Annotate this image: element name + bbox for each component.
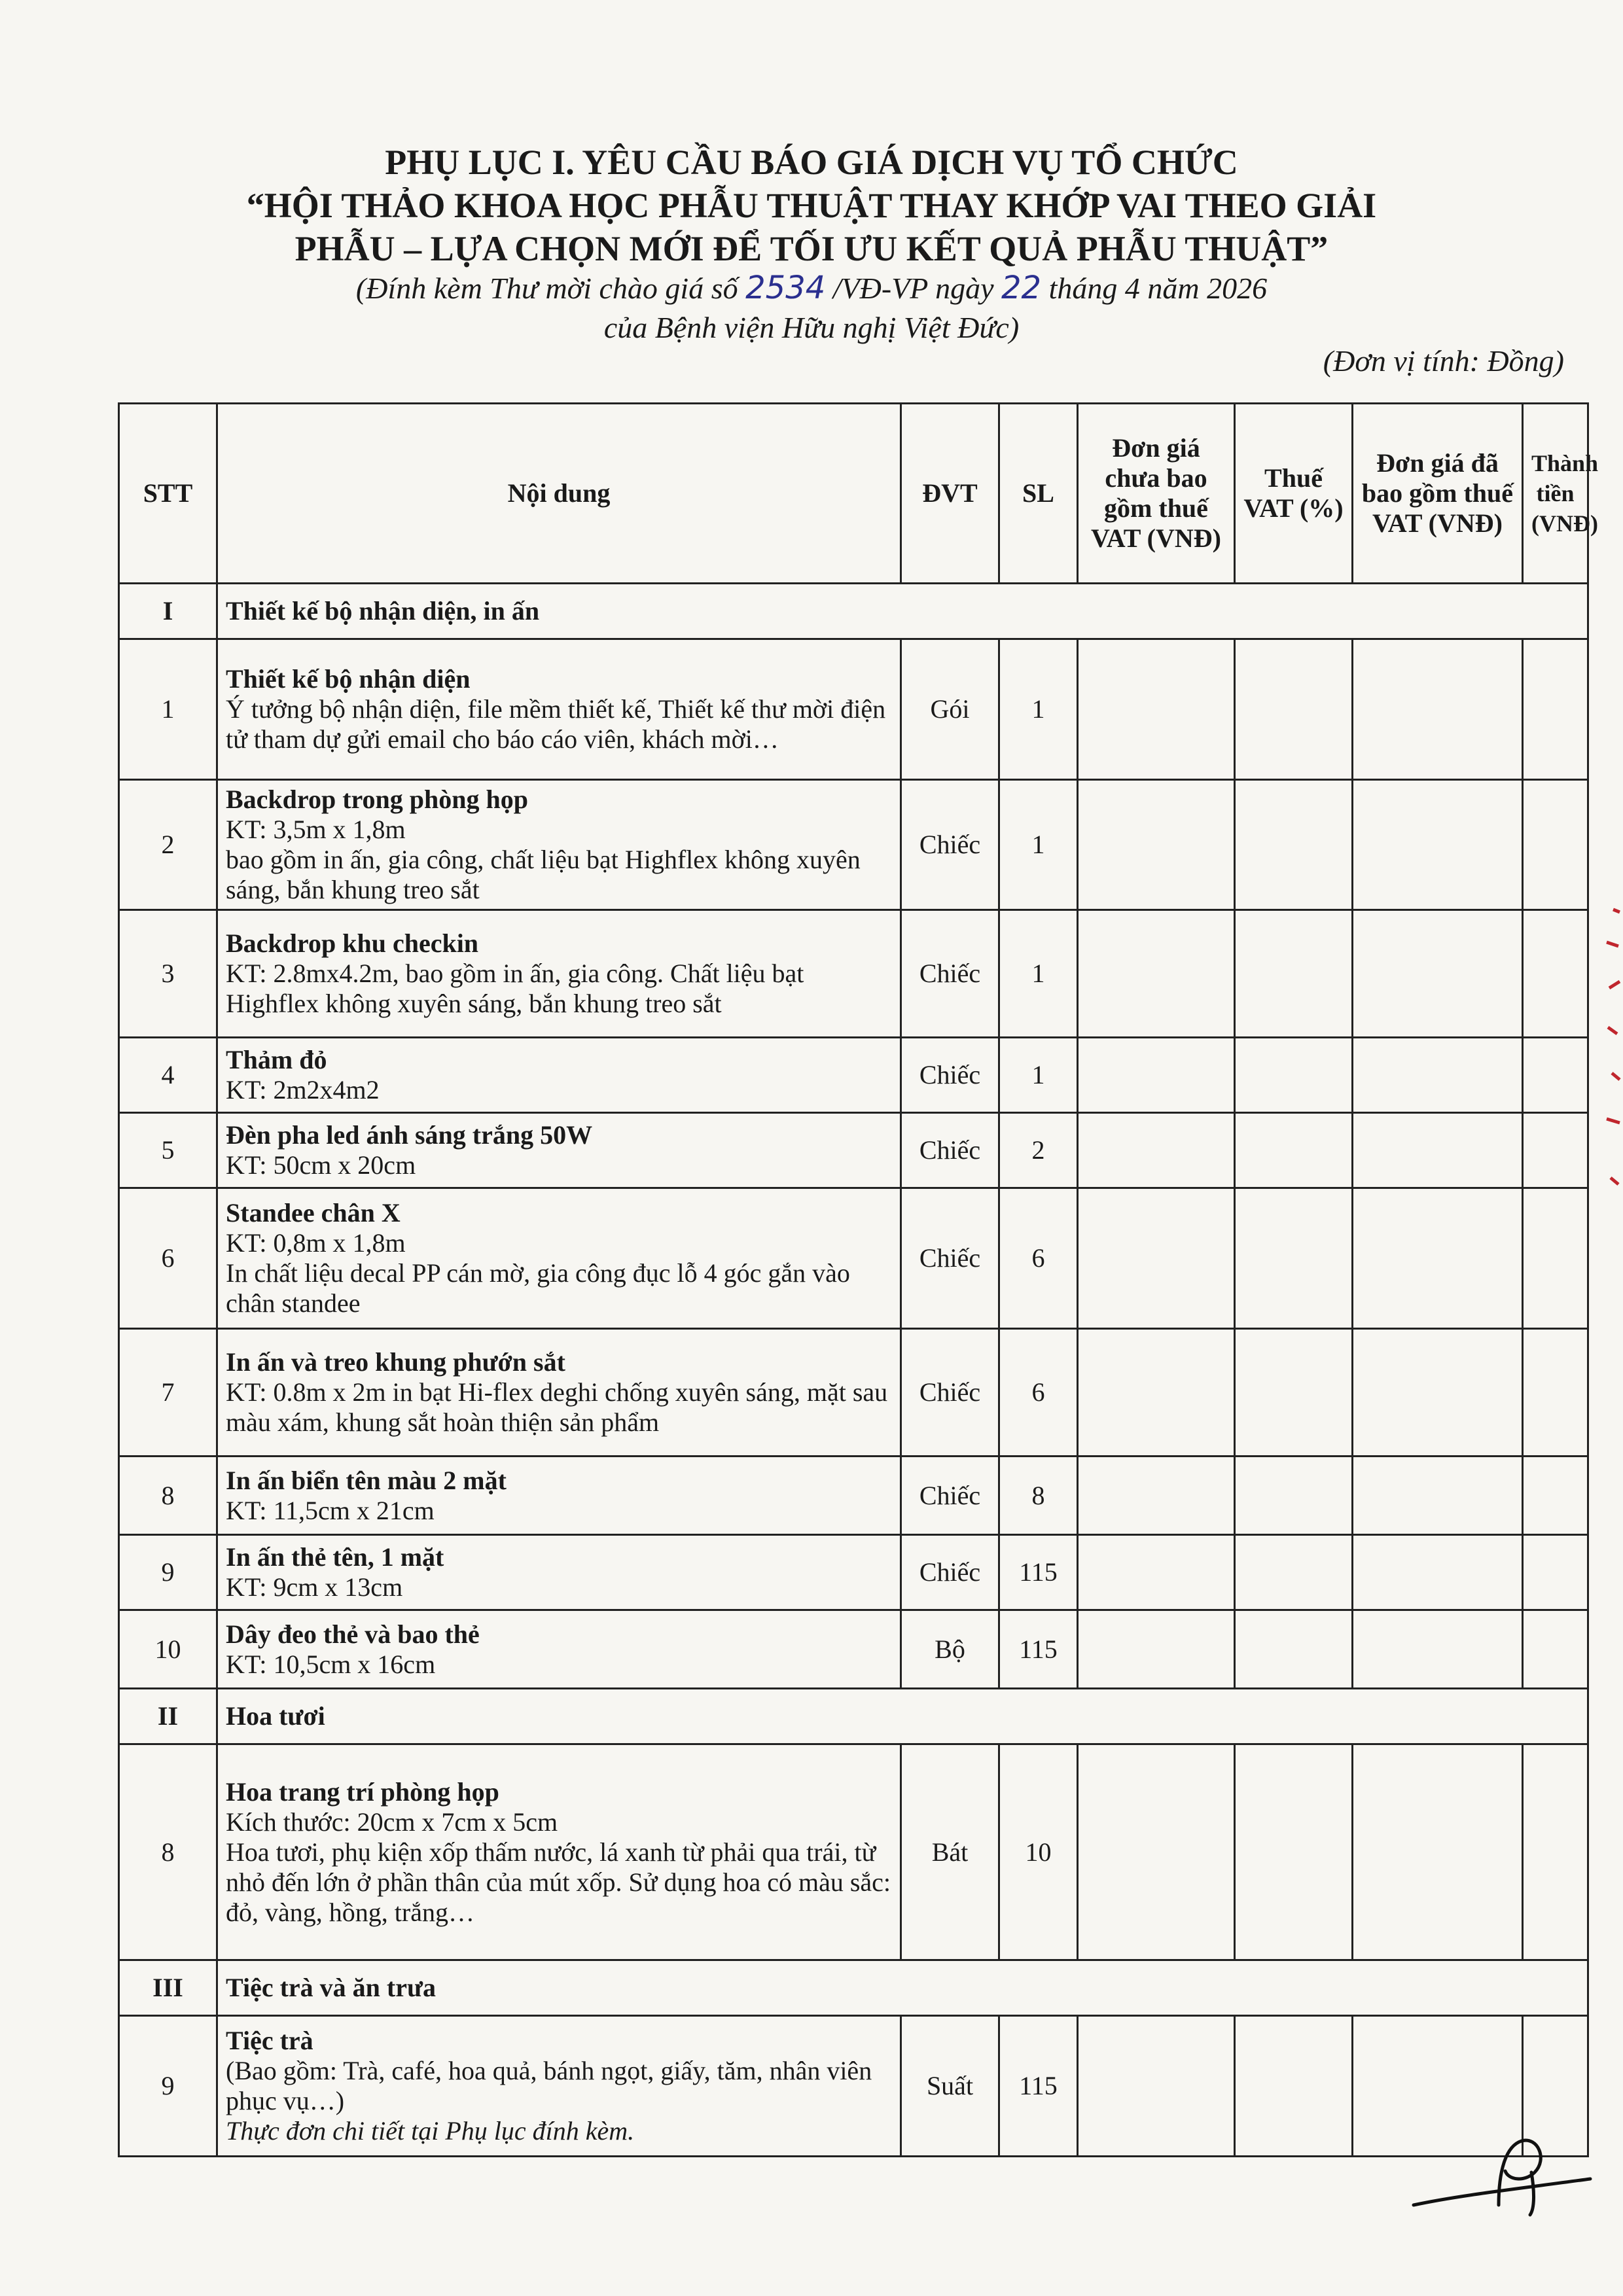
cell-vat[interactable] [1235, 639, 1353, 780]
cell-vat[interactable] [1235, 1535, 1353, 1610]
cell-vat[interactable] [1235, 1113, 1353, 1188]
cell-total[interactable] [1523, 1329, 1588, 1457]
cell-total[interactable] [1523, 1113, 1588, 1188]
subtitle-suffix: tháng 4 năm 2026 [1048, 272, 1268, 305]
table-row [119, 2016, 1588, 2157]
table-row [119, 910, 1588, 1038]
row-content [217, 1610, 901, 1689]
cell-total[interactable] [1523, 1188, 1588, 1329]
row-unit: Bát [901, 1744, 999, 1960]
item-desc: KT: 50cm x 20cm [226, 1150, 416, 1180]
cell-price-pre-vat[interactable] [1078, 1038, 1235, 1113]
row-qty: 1 [999, 780, 1078, 910]
section-row [119, 584, 1588, 639]
section-stt: II [119, 1689, 217, 1744]
row-unit: Chiếc [901, 1457, 999, 1535]
document-subtitle [196, 268, 1427, 347]
row-stt: 9 [119, 2016, 217, 2157]
cell-total[interactable] [1523, 910, 1588, 1038]
title-line-3: PHẪU – LỰA CHỌN MỚI ĐỂ TỐI ƯU KẾT QUẢ PHẪU THUẬT” [294, 229, 1329, 268]
col-header-unit: ĐVT [901, 404, 999, 584]
row-content [217, 780, 901, 910]
item-title: Đèn pha led ánh sáng trắng 50W [226, 1120, 593, 1150]
section-title: Tiệc trà và ăn trưa [217, 1960, 1588, 2016]
item-desc: Ý tưởng bộ nhận diện, file mềm thiết kế, Thiết kế thư mời điện tử tham dự gửi email cho báo cáo viên, khách mời… [226, 694, 886, 754]
col-header-content: Nội dung [217, 404, 901, 584]
row-qty: 1 [999, 1038, 1078, 1113]
cell-vat[interactable] [1235, 1610, 1353, 1689]
cell-price-with-vat[interactable] [1353, 1744, 1523, 1960]
item-note: Thực đơn chi tiết tại Phụ lục đính kèm. [226, 2116, 635, 2146]
row-qty: 1 [999, 639, 1078, 780]
item-title: Thiết kế bộ nhận diện [226, 664, 471, 694]
item-desc: KT: 0.8m x 2m in bạt Hi-flex deghi chống xuyên sáng, mặt sau màu xám, khung sắt hoàn thiện sản phẩm [226, 1377, 888, 1437]
row-unit: Chiếc [901, 1535, 999, 1610]
cell-price-pre-vat[interactable] [1078, 1457, 1235, 1535]
row-content [217, 1113, 901, 1188]
table-row [119, 1038, 1588, 1113]
cell-vat[interactable] [1235, 1188, 1353, 1329]
item-title: Backdrop trong phòng họp [226, 785, 529, 814]
row-unit: Chiếc [901, 1329, 999, 1457]
title-line-1: PHỤ LỤC I. YÊU CẦU BÁO GIÁ DỊCH VỤ TỔ CHỨC [385, 143, 1238, 182]
row-stt: 1 [119, 639, 217, 780]
letter-number-handwritten: 2534 [745, 270, 826, 306]
table-row [119, 1188, 1588, 1329]
subtitle-prefix: (Đính kèm Thư mời chào giá số [355, 272, 738, 305]
cell-vat[interactable] [1235, 780, 1353, 910]
cell-vat[interactable] [1235, 910, 1353, 1038]
col-header-price-with-vat: Đơn giá đã bao gồm thuế VAT (VNĐ) [1353, 404, 1523, 584]
table-row [119, 1457, 1588, 1535]
row-stt: 10 [119, 1610, 217, 1689]
title-line-2: “HỘI THẢO KHOA HỌC PHẪU THUẬT THAY KHỚP VAI THEO GIẢI [246, 186, 1377, 225]
cell-price-pre-vat[interactable] [1078, 1113, 1235, 1188]
cell-price-pre-vat[interactable] [1078, 1744, 1235, 1960]
section-title: Hoa tươi [217, 1689, 1588, 1744]
row-stt: 8 [119, 1457, 217, 1535]
cell-price-pre-vat[interactable] [1078, 639, 1235, 780]
table-row [119, 1610, 1588, 1689]
cell-total[interactable] [1523, 639, 1588, 780]
item-title: Hoa trang trí phòng họp [226, 1776, 499, 1807]
row-qty: 115 [999, 1535, 1078, 1610]
row-stt: 2 [119, 780, 217, 910]
subtitle-line-2: của Bệnh viện Hữu nghị Việt Đức) [603, 311, 1020, 344]
cell-price-with-vat[interactable] [1353, 780, 1523, 910]
cell-vat[interactable] [1235, 1457, 1353, 1535]
cell-price-pre-vat[interactable] [1078, 1188, 1235, 1329]
cell-price-with-vat[interactable] [1353, 1610, 1523, 1689]
table-header-row [119, 404, 1588, 584]
item-desc: KT: 11,5cm x 21cm [226, 1495, 435, 1525]
row-content [217, 1188, 901, 1329]
row-content [217, 910, 901, 1038]
row-content [217, 1038, 901, 1113]
cell-price-with-vat[interactable] [1353, 639, 1523, 780]
cell-price-pre-vat[interactable] [1078, 1610, 1235, 1689]
item-title: In ấn thẻ tên, 1 mặt [226, 1542, 444, 1572]
row-stt: 5 [119, 1113, 217, 1188]
cell-total[interactable] [1523, 1038, 1588, 1113]
row-content [217, 1457, 901, 1535]
row-qty: 10 [999, 1744, 1078, 1960]
cell-price-with-vat[interactable] [1353, 910, 1523, 1038]
item-title: Tiệc trà [226, 2026, 313, 2055]
cell-total[interactable] [1523, 1535, 1588, 1610]
row-qty: 115 [999, 2016, 1078, 2157]
row-content [217, 1329, 901, 1457]
cell-vat[interactable] [1235, 1329, 1353, 1457]
cell-vat[interactable] [1235, 1744, 1353, 1960]
table-row [119, 1535, 1588, 1610]
cell-vat[interactable] [1235, 2016, 1353, 2157]
cell-price-with-vat[interactable] [1353, 1457, 1523, 1535]
item-desc: KT: 2m2x4m2 [226, 1075, 380, 1104]
table-row [119, 1329, 1588, 1457]
item-title: Backdrop khu checkin [226, 928, 479, 958]
item-desc: KT: 2.8mx4.2m, bao gồm in ấn, gia công. Chất liệu bạt Highflex không xuyên sáng, bắn khung treo sắt [226, 959, 804, 1018]
cell-price-pre-vat[interactable] [1078, 910, 1235, 1038]
item-desc: KT: 10,5cm x 16cm [226, 1649, 436, 1679]
row-unit: Chiếc [901, 1113, 999, 1188]
item-title: In ấn biển tên màu 2 mặt [226, 1465, 507, 1495]
row-stt: 8 [119, 1744, 217, 1960]
cell-total[interactable] [1523, 1457, 1588, 1535]
row-content [217, 1535, 901, 1610]
section-row [119, 1960, 1588, 2016]
cell-price-pre-vat[interactable] [1078, 2016, 1235, 2157]
row-qty: 115 [999, 1610, 1078, 1689]
item-desc: (Bao gồm: Trà, café, hoa quả, bánh ngọt, giấy, tăm, nhân viên phục vụ…) [226, 2056, 872, 2115]
subtitle-mid: /VĐ-VP ngày [832, 272, 994, 305]
row-stt: 9 [119, 1535, 217, 1610]
cell-vat[interactable] [1235, 1038, 1353, 1113]
row-content [217, 639, 901, 780]
cell-total[interactable] [1523, 1610, 1588, 1689]
document-title [196, 141, 1427, 270]
cell-price-with-vat[interactable] [1353, 1535, 1523, 1610]
col-header-vat: Thuế VAT (%) [1235, 404, 1353, 584]
item-title: Dây đeo thẻ và bao thẻ [226, 1619, 480, 1649]
cell-price-with-vat[interactable] [1353, 1038, 1523, 1113]
section-stt: I [119, 584, 217, 639]
item-desc: KT: 3,5m x 1,8m bao gồm in ấn, gia công, chất liệu bạt Highflex không xuyên sáng, bắn khung treo sắt [226, 815, 861, 904]
row-stt: 6 [119, 1188, 217, 1329]
cell-price-with-vat[interactable] [1353, 1113, 1523, 1188]
quotation-table [118, 402, 1599, 2157]
row-unit: Chiếc [901, 910, 999, 1038]
subtitle-line-1 [196, 268, 1427, 308]
item-title: Thảm đỏ [226, 1045, 327, 1074]
row-content [217, 1744, 901, 1960]
signature-icon [1400, 2133, 1597, 2218]
row-qty: 6 [999, 1188, 1078, 1329]
col-header-price-pre-vat: Đơn giá chưa bao gồm thuế VAT (VNĐ) [1078, 404, 1235, 584]
cell-price-pre-vat[interactable] [1078, 1535, 1235, 1610]
item-desc: Kích thước: 20cm x 7cm x 5cm Hoa tươi, phụ kiện xốp thấm nước, lá xanh từ phải qua trái, từ nhỏ đến lớn ở phần thân của mút xốp. Sử dụng hoa có màu sắc: đỏ, vàng, hồng, trắng… [226, 1807, 891, 1927]
cell-price-with-vat[interactable] [1353, 1188, 1523, 1329]
col-header-qty: SL [999, 404, 1078, 584]
col-header-stt: STT [119, 404, 217, 584]
row-qty: 8 [999, 1457, 1078, 1535]
row-qty: 1 [999, 910, 1078, 1038]
table-row [119, 639, 1588, 780]
row-qty: 6 [999, 1329, 1078, 1457]
red-stamp-edge-icon [1600, 903, 1623, 1204]
row-unit: Suất [901, 2016, 999, 2157]
row-unit: Bộ [901, 1610, 999, 1689]
table-row [119, 780, 1588, 910]
item-desc: KT: 9cm x 13cm [226, 1572, 403, 1602]
table-row [119, 1744, 1588, 1960]
row-stt: 3 [119, 910, 217, 1038]
table-row [119, 1113, 1588, 1188]
item-desc: KT: 0,8m x 1,8m In chất liệu decal PP cán mờ, gia công đục lỗ 4 góc gắn vào chân standee [226, 1228, 850, 1318]
cell-price-pre-vat[interactable] [1078, 1329, 1235, 1457]
row-unit: Chiếc [901, 780, 999, 910]
row-unit: Gói [901, 639, 999, 780]
row-unit: Chiếc [901, 1188, 999, 1329]
unit-note: (Đơn vị tính: Đồng) [1323, 344, 1564, 378]
letter-day-handwritten: 22 [1001, 270, 1042, 306]
row-stt: 7 [119, 1329, 217, 1457]
row-unit: Chiếc [901, 1038, 999, 1113]
cell-total[interactable] [1523, 780, 1588, 910]
col-header-total: Thành tiền (VNĐ) [1523, 404, 1588, 584]
section-title: Thiết kế bộ nhận diện, in ấn [217, 584, 1588, 639]
cell-total[interactable] [1523, 1744, 1588, 1960]
item-title: In ấn và treo khung phướn sắt [226, 1347, 565, 1377]
section-stt: III [119, 1960, 217, 2016]
row-content [217, 2016, 901, 2157]
section-row [119, 1689, 1588, 1744]
row-stt: 4 [119, 1038, 217, 1113]
row-qty: 2 [999, 1113, 1078, 1188]
cell-price-with-vat[interactable] [1353, 1329, 1523, 1457]
item-title: Standee chân X [226, 1198, 401, 1227]
cell-price-pre-vat[interactable] [1078, 780, 1235, 910]
